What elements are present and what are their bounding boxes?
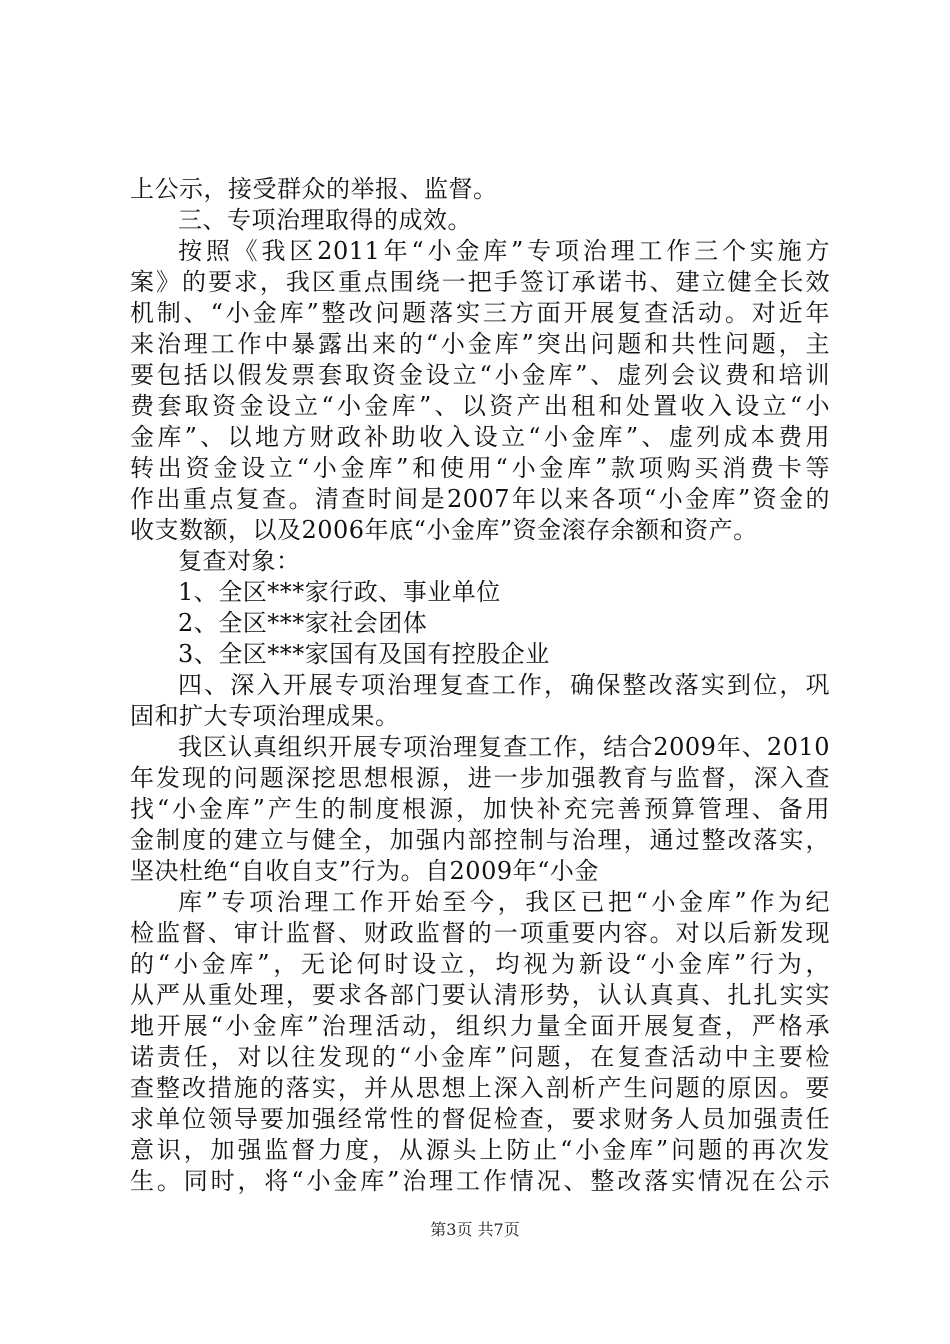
text-line: 找“小金库”产生的制度根源，加快补充完善预算管理、备用 [130,795,830,823]
text-line: 地开展“小金库”治理活动，组织力量全面开展复查，严格承 [130,1012,830,1040]
text-line: 上公示，接受群众的举报、监督。 [130,175,498,203]
text-line: 我区认真组织开展专项治理复查工作，结合2009年、2010 [178,733,830,761]
list-heading: 复查对象： [178,547,301,575]
text-line: 作出重点复查。清查时间是2007年以来各项“小金库”资金的 [130,485,830,513]
text-line: 检监督、审计监督、财政监督的一项重要内容。对以后新发现 [130,919,830,947]
text-line: 按照《我区2011年“小金库”专项治理工作三个实施方 [178,237,830,265]
text-line: 来治理工作中暴露出来的“小金库”突出问题和共性问题，主 [130,330,830,358]
text-line: 年发现的问题深挖思想根源，进一步加强教育与监督，深入查 [130,764,830,792]
text-line: 坚决杜绝“自收自支”行为。自2009年“小金 [130,857,599,885]
section-heading: 四、深入开展专项治理复查工作，确保整改落实到位，巩 [178,671,830,699]
document-body [130,174,830,1197]
text-line: 收支数额，以及2006年底“小金库”资金滚存余额和资产。 [130,516,758,544]
section-heading: 三、专项治理取得的成效。 [178,206,472,234]
text-line: 机制、“小金库”整改问题落实三方面开展复查活动。对近年 [130,299,830,327]
list-item: 1、全区***家行政、事业单位 [178,578,501,606]
text-line: 意识，加强监督力度，从源头上防止“小金库”问题的再次发 [130,1136,830,1164]
text-line: 费套取资金设立“小金库”、以资产出租和处置收入设立“小 [130,392,830,420]
page-number-footer: 第3页 共7页 [430,1220,520,1239]
text-line: 转出资金设立“小金库”和使用“小金库”款项购买消费卡等 [130,454,830,482]
text-line: 从严从重处理，要求各部门要认清形势，认认真真、扎扎实实 [130,981,830,1009]
text-line: 诺责任，对以往发现的“小金库”问题，在复查活动中主要检 [130,1043,830,1071]
text-line: 的“小金库”，无论何时设立，均视为新设“小金库”行为， [130,950,830,978]
text-line: 查整改措施的落实，并从思想上深入剖析产生问题的原因。要 [130,1074,830,1102]
text-line: 求单位领导要加强经常性的督促检查，要求财务人员加强责任 [130,1105,830,1133]
list-item: 3、全区***家国有及国有控股企业 [178,640,550,668]
text-line: 要包括以假发票套取资金设立“小金库”、虚列会议费和培训 [130,361,830,389]
text-line: 生。同时，将“小金库”治理工作情况、整改落实情况在公示 [130,1167,830,1195]
text-line: 金库”、以地方财政补助收入设立“小金库”、虚列成本费用 [130,423,830,451]
section-heading: 固和扩大专项治理成果。 [130,702,400,730]
text-line: 金制度的建立与健全，加强内部控制与治理，通过整改落实， [130,826,830,854]
list-item: 2、全区***家社会团体 [178,609,428,637]
text-line: 库”专项治理工作开始至今，我区已把“小金库”作为纪 [178,888,830,916]
text-line: 案》的要求，我区重点围绕一把手签订承诺书、建立健全长效 [130,268,830,296]
